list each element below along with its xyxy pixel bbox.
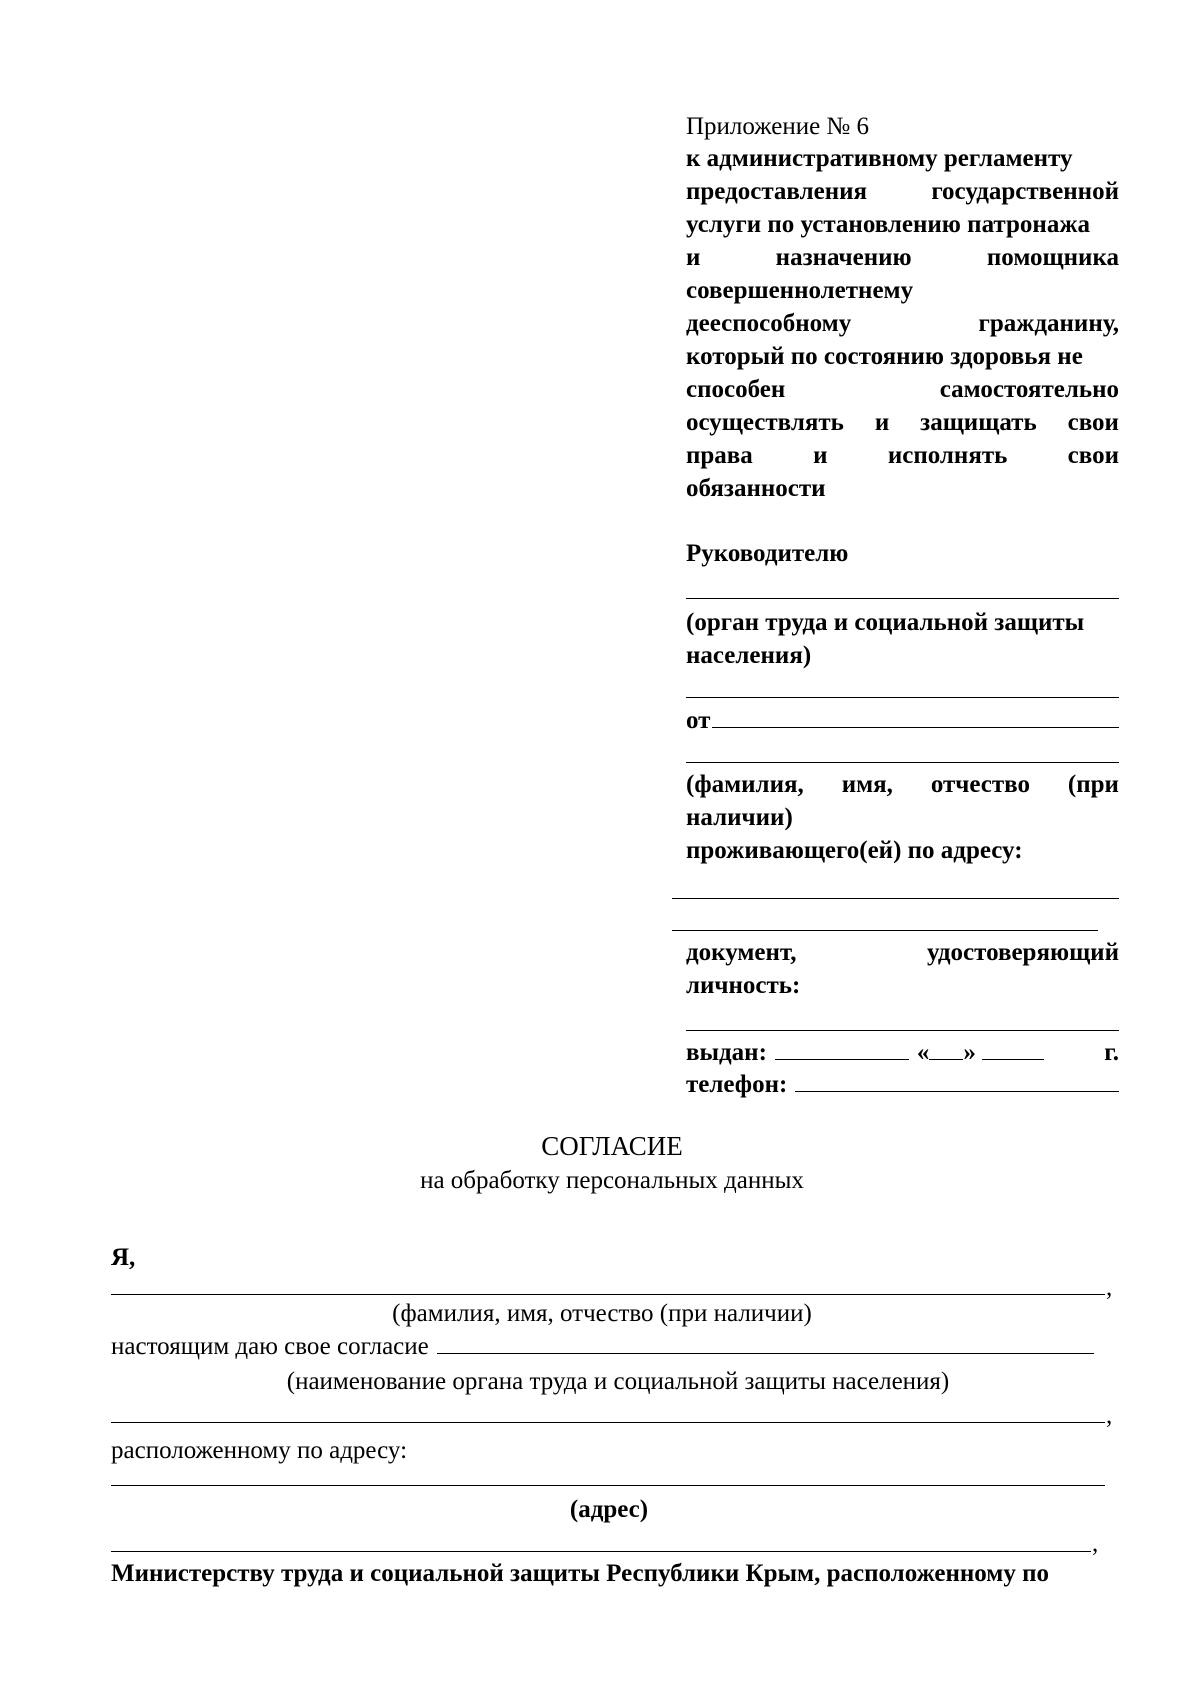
fio-hint: (фамилия, имя, отчество (при наличии) <box>392 1300 812 1327</box>
regulation-line: осуществлять и защищать свои <box>686 409 1119 436</box>
address-line-2[interactable] <box>672 930 1098 931</box>
regulation-line: права и исполнять свои <box>686 442 1119 469</box>
from-line[interactable] <box>712 705 1119 728</box>
issued-by-line[interactable] <box>775 1037 909 1060</box>
phone-row: телефон: <box>686 1068 1119 1101</box>
id-document-line[interactable] <box>686 1030 1119 1031</box>
ministry-text: Министерству труда и социальной защиты Республики Крым, расположенному по <box>111 1560 1049 1587</box>
regulation-line: к административному регламенту <box>686 145 1073 172</box>
organ-line[interactable] <box>686 598 1119 599</box>
i-label: Я, <box>111 1244 136 1271</box>
organ-line-2[interactable] <box>686 697 1119 698</box>
regulation-line: способен самостоятельно <box>686 376 1119 403</box>
regulation-line: предоставления государственной <box>686 178 1119 205</box>
consent-row: настоящим даю свое согласие <box>111 1330 1094 1363</box>
address-hint: (адрес) <box>569 1496 649 1523</box>
regulation-line: и назначению помощника <box>686 244 1119 271</box>
regulation-line: совершеннолетнему <box>686 277 914 304</box>
from-label: от <box>686 707 711 734</box>
appendix-number: Приложение № 6 <box>686 113 870 140</box>
issued-row: выдан: « » г. <box>686 1039 1119 1066</box>
regulation-line: услуги по установлению патронажа <box>686 211 1090 238</box>
id-document-label: документ, удостоверяющий личность: <box>686 939 1119 999</box>
document-subtitle: на обработку персональных данных <box>420 1167 804 1194</box>
address-line-2[interactable] <box>111 1551 1091 1552</box>
organ-name-line[interactable] <box>437 1331 1094 1354</box>
organ-name-line-2[interactable] <box>111 1422 1105 1423</box>
document-title: СОГЛАСИЕ <box>541 1131 683 1161</box>
address-line-1[interactable] <box>672 898 1119 899</box>
residing-label: проживающего(ей) по адресу: <box>686 837 1023 864</box>
phone-line[interactable] <box>795 1069 1119 1092</box>
address-line[interactable] <box>111 1485 1105 1486</box>
regulation-line: обязанности <box>686 475 826 502</box>
addressee-label: Руководителю <box>686 540 849 567</box>
from-row <box>686 704 1119 737</box>
regulation-reference <box>686 142 1119 505</box>
located-label: расположенному по адресу: <box>111 1437 408 1464</box>
comma: , <box>1106 1274 1113 1301</box>
comma-3: , <box>1092 1530 1099 1557</box>
from-line-2[interactable] <box>686 762 1119 763</box>
organ-hint: (орган труда и социальной защиты населения) <box>686 609 1085 669</box>
name-hint: (фамилия, имя, отчество (при наличии) проживающего(ей) по адресу: <box>686 768 1119 867</box>
organ-name-hint: (наименование органа труда и социальной защиты населения) <box>286 1368 950 1395</box>
comma-2: , <box>1106 1402 1113 1429</box>
issued-day-line[interactable] <box>929 1037 963 1060</box>
regulation-line: который по состоянию здоровья не <box>686 343 1083 370</box>
issued-year-line[interactable] <box>982 1037 1044 1060</box>
regulation-line: дееспособному гражданину, <box>686 310 1119 337</box>
fio-line[interactable] <box>111 1294 1105 1295</box>
